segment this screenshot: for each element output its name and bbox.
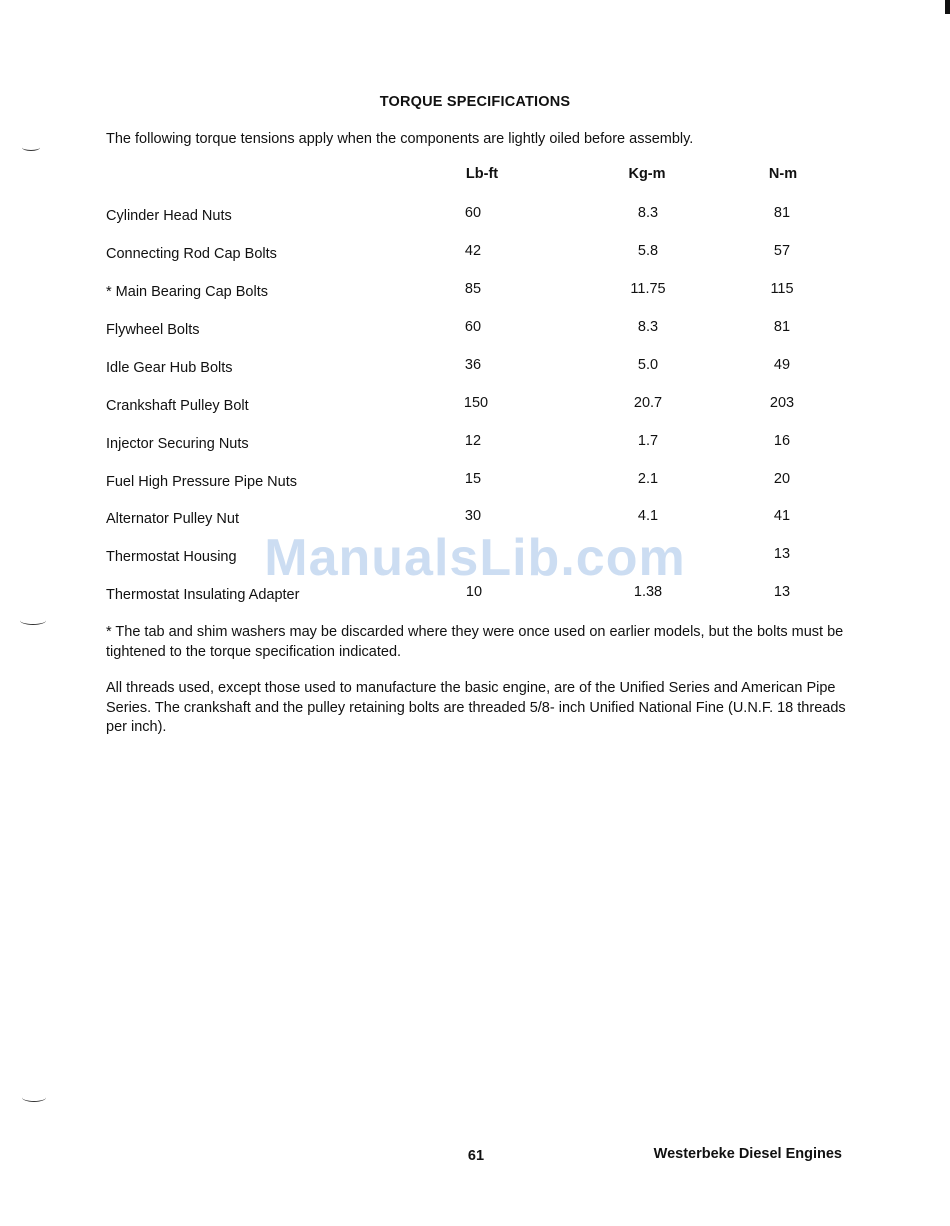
table-row [0, 281, 950, 303]
intro-text: The following torque tensions apply when the components are lightly oiled before assembly. [106, 131, 694, 147]
binder-mark-bottom [22, 1093, 46, 1102]
value-kgm: 20.7 [633, 395, 663, 411]
value-lbft: 15 [464, 471, 482, 487]
component-name: Flywheel Bolts [106, 322, 200, 338]
watermark: ManualsLib.com [264, 529, 686, 587]
table-row [0, 471, 950, 493]
column-header-kgm: Kg-m [628, 166, 666, 182]
table-row [0, 433, 950, 455]
component-name: Crankshaft Pulley Bolt [106, 398, 249, 414]
value-lbft: 42 [464, 243, 482, 259]
table-row [0, 508, 950, 530]
scan-edge-mark [945, 0, 950, 14]
page-title: TORQUE SPECIFICATIONS [379, 94, 571, 110]
table-row [0, 395, 950, 417]
value-kgm: 4.1 [637, 508, 659, 524]
value-kgm: 5.0 [637, 357, 659, 373]
table-row [0, 205, 950, 227]
value-nm: 16 [773, 433, 791, 449]
column-header-nm: N-m [768, 166, 798, 182]
value-lbft: 150 [463, 395, 489, 411]
table-row [0, 243, 950, 265]
value-kgm: 5.8 [637, 243, 659, 259]
value-lbft: 85 [464, 281, 482, 297]
component-name: * Main Bearing Cap Bolts [106, 284, 268, 300]
value-lbft: 36 [464, 357, 482, 373]
component-name: Thermostat Housing [106, 549, 237, 565]
value-lbft: 60 [464, 205, 482, 221]
value-kgm: 8.3 [637, 205, 659, 221]
column-header-lbft: Lb-ft [465, 166, 499, 182]
binder-mark-middle [20, 616, 46, 625]
value-nm: 115 [770, 281, 794, 297]
footnote-washers: * The tab and shim washers may be discarded where they were once used on earlier models, but the bolts must be tightened to the torque specification indicated. [106, 624, 844, 660]
value-lbft: 60 [464, 319, 482, 335]
value-lbft: 10 [465, 584, 483, 600]
value-kgm: 11.75 [630, 281, 666, 297]
value-nm: 49 [773, 357, 791, 373]
component-name: Connecting Rod Cap Bolts [106, 246, 277, 262]
value-kgm: 2.1 [637, 471, 659, 487]
value-nm: 57 [773, 243, 791, 259]
table-row [0, 357, 950, 379]
component-name: Cylinder Head Nuts [106, 208, 232, 224]
value-nm: 41 [773, 508, 791, 524]
component-name: Injector Securing Nuts [106, 436, 249, 452]
footnote-threads: All threads used, except those used to manufacture the basic engine, are of the Unified Series and American Pipe Series. The crankshaft and the pulley retaining bolts are threaded 5/8- inch Unified National Fine (U.N.F. 18 threads per inch). [106, 680, 846, 735]
value-lbft: 12 [464, 433, 482, 449]
value-lbft: 30 [464, 508, 482, 524]
component-name: Idle Gear Hub Bolts [106, 360, 233, 376]
binder-mark-top [22, 144, 40, 151]
page-number: 61 [467, 1148, 485, 1164]
value-nm: 203 [769, 395, 795, 411]
value-nm: 81 [773, 205, 791, 221]
value-nm: 81 [773, 319, 791, 335]
value-kgm: 1.7 [637, 433, 659, 449]
value-nm: 13 [773, 546, 791, 562]
component-name: Alternator Pulley Nut [106, 511, 239, 527]
table-row [0, 319, 950, 341]
value-kgm: 8.3 [637, 319, 659, 335]
footer-brand: Westerbeke Diesel Engines [653, 1146, 842, 1162]
value-nm: 13 [773, 584, 791, 600]
value-nm: 20 [773, 471, 791, 487]
value-kgm: 1.38 [633, 584, 663, 600]
component-name: Thermostat Insulating Adapter [106, 587, 300, 603]
component-name: Fuel High Pressure Pipe Nuts [106, 474, 297, 490]
